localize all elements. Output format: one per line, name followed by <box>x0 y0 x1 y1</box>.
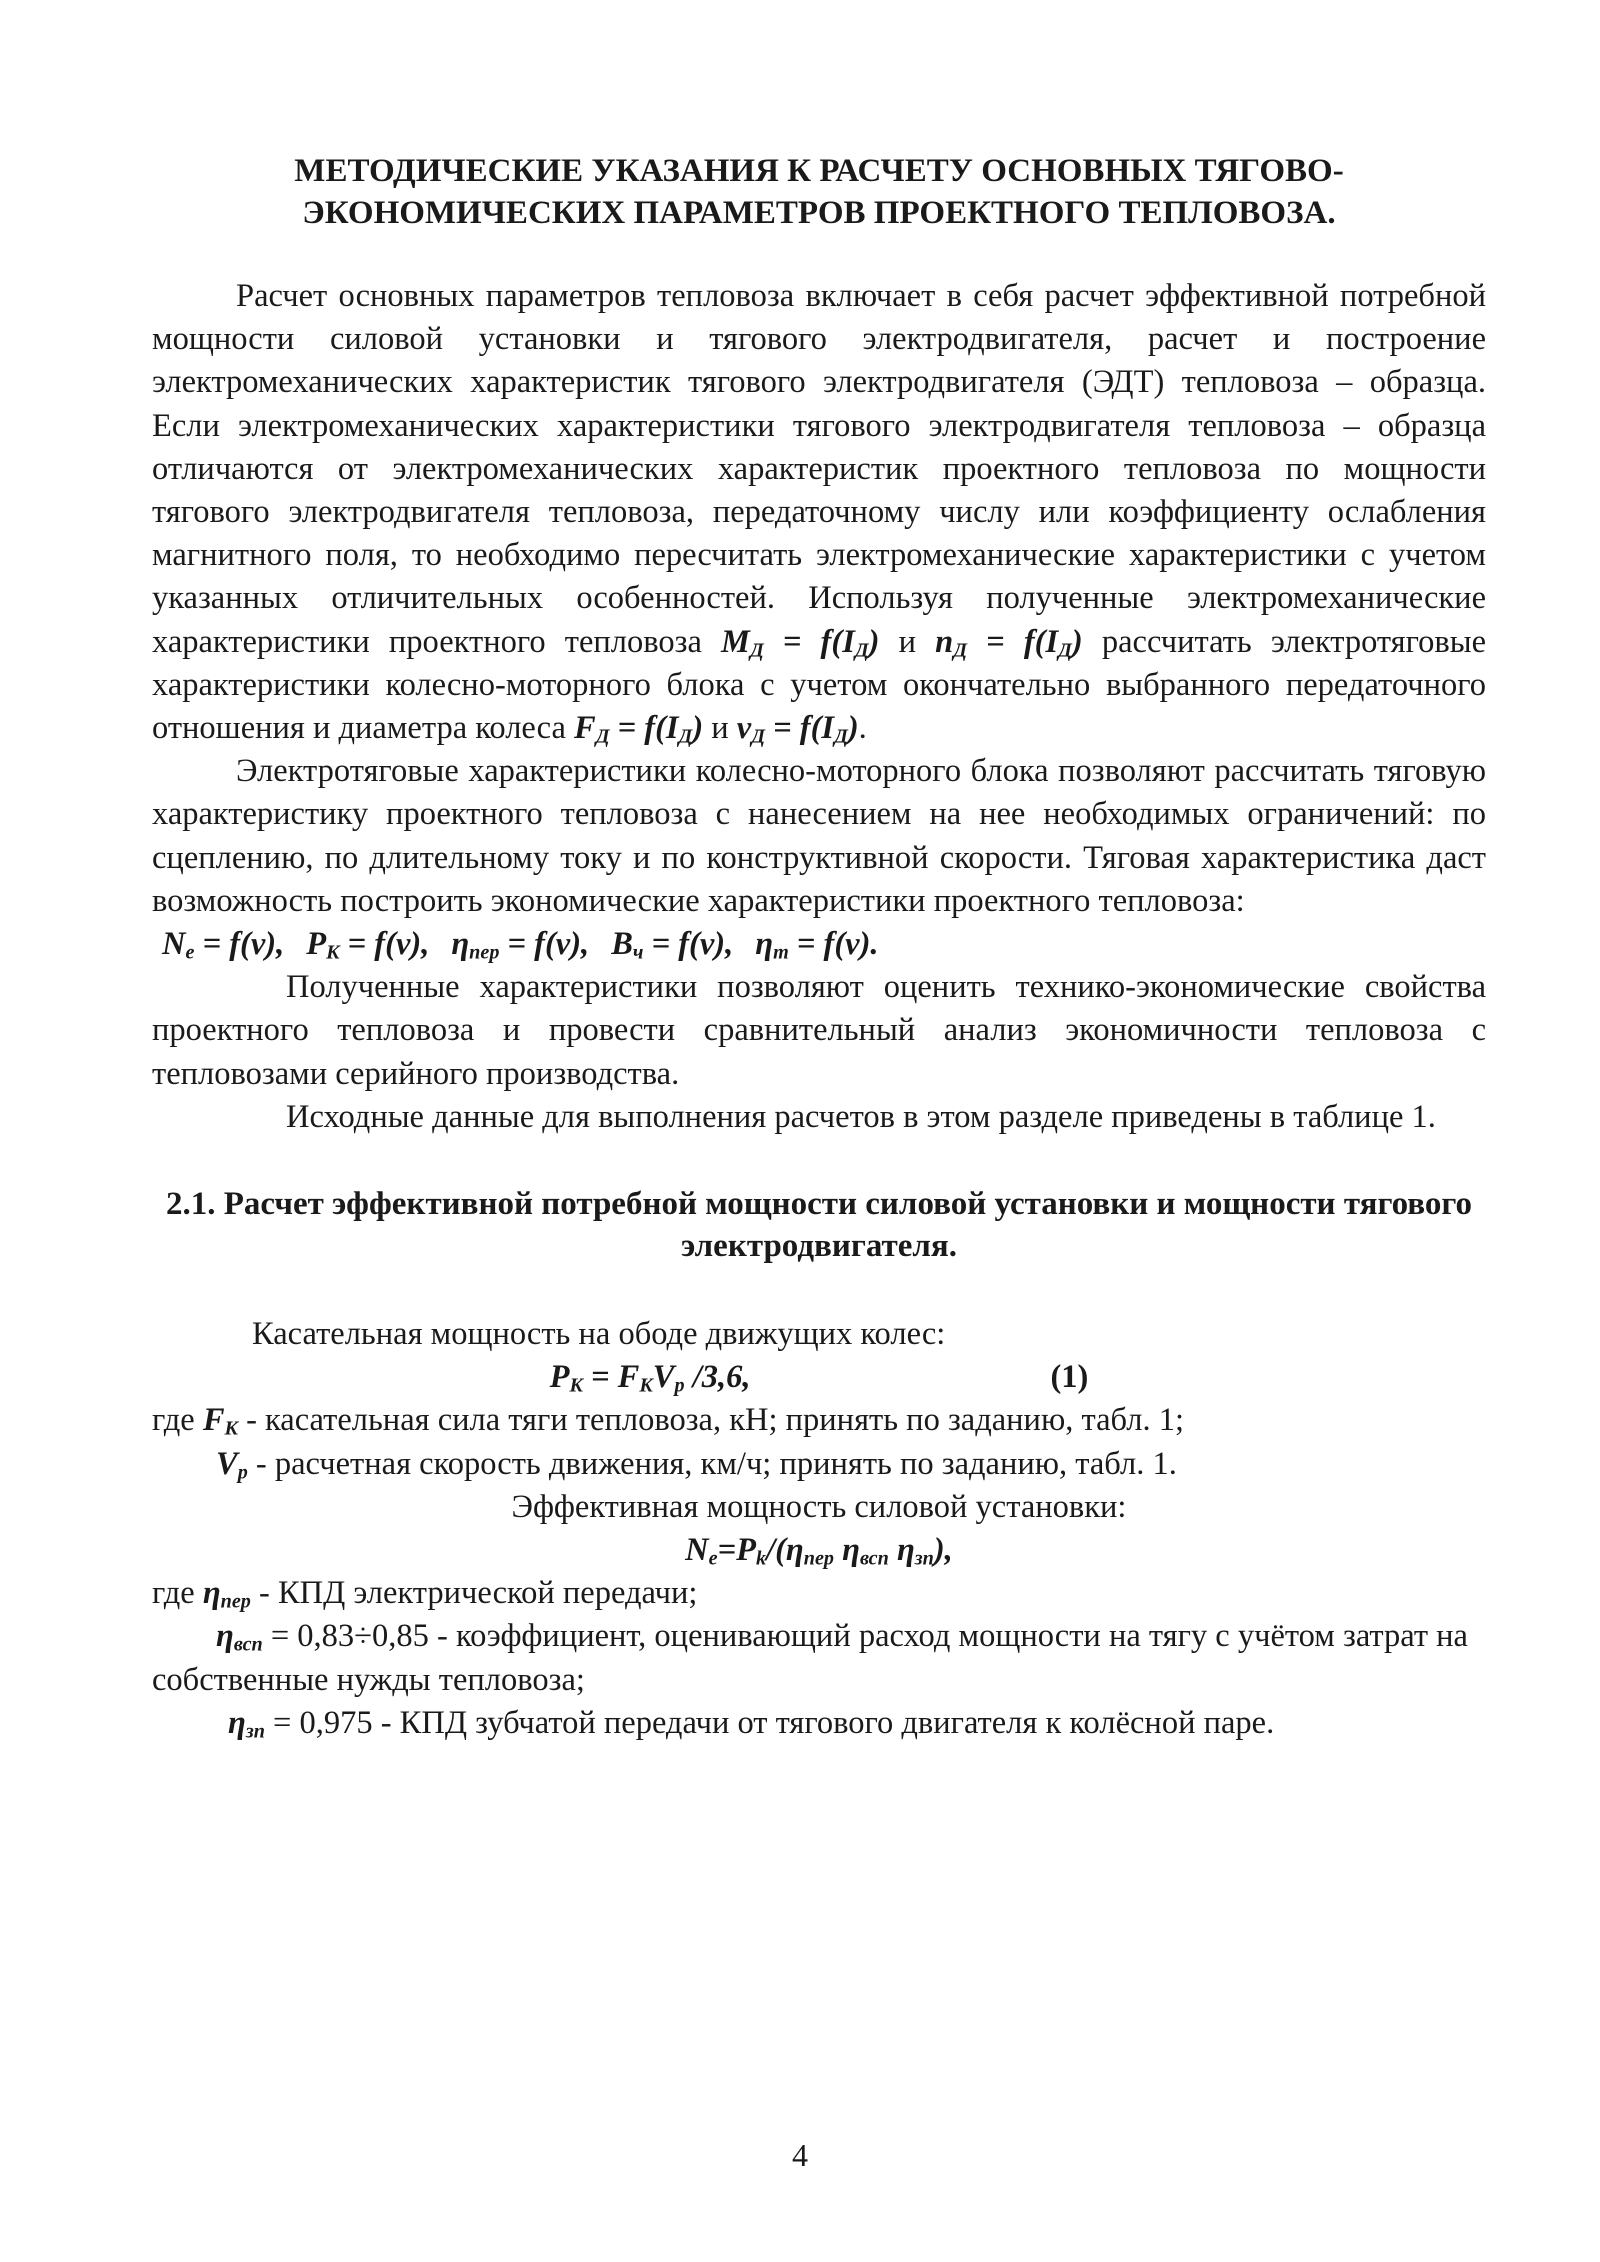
tangential-power-intro: Касательная мощность на ободе движущих колес: <box>252 1316 946 1353</box>
definition-eta-per: где $\eta_{пер}$ - КПД электрической передачи; <box>152 1575 698 1613</box>
section-title: 2.1. Расчет эффективной потребной мощности силовой установки и мощности тягового электродвигателя. <box>165 1186 1473 1265</box>
page-number: 4 <box>792 2137 808 2173</box>
paragraph-source-data: Исходные данные для выполнения расчетов в этом разделе приведены в таблице 1. <box>286 1098 1436 1135</box>
formula-number: (1) <box>1050 1359 1089 1396</box>
definition-fk: где $F_K$ - касательная сила тяги тепловоза, кН; принять по заданию, табл. 1; <box>152 1402 1184 1440</box>
formula-eta-per: $\eta_{пер} = f(v)$, <box>451 926 590 964</box>
definition-eta-zp: $\eta_{зп} = 0,975$ - КПД зубчатой передачи от тягового двигателя к колёсной паре. <box>228 1704 1275 1743</box>
formula-1: $P_K = F_KV_p$ /3,6, (1) <box>152 1356 1486 1399</box>
definition-eta-vsp: $\eta_{всп} = 0,83\div 0,85$ - коэффициент, оценивающий расход мощности на тягу с учётом затрат на собственные нужды тепловоза; <box>152 1618 1468 1698</box>
effective-power-intro: Эффективная мощность силовой установки: <box>511 1488 1127 1525</box>
economic-characteristics-formulas <box>152 923 1486 966</box>
paragraph-traction: Электротяговые характеристики колесно-моторного блока позволяют рассчитать тяговую характеристику проектного тепловоза с нанесением на нее необходимых ограничений: по сцеплению, по длительному току и по конструктивной скорости. Тяговая характеристика даст возможность построить экономические характеристики проектного тепловоза: <box>152 753 1486 919</box>
paragraph-intro: Расчет основных параметров тепловоза включает в себя расчет эффективной потребной мощности силовой установки и тягового электродвигателя, расчет и построение электромеханических характеристик тягового электродвигателя (ЭДТ) тепловоза – образца. Если электромеханических характеристики тягового электродвигателя тепловоза – образца отличаются от электромеханических характеристик проектного тепловоза по мощности тягового электродвигателя тепловоза, передаточному числу или коэффициенту ослабления магнитного поля, то необходимо пересчитать электромеханические характеристики с учетом указанных отличительных особенностей. Используя полученные электромеханические характеристики проектного тепловоза $M_Д = f(I_Д)$ и $n_Д = f(I_Д)$ рассчитать электротяговые характеристики колесно-моторного блока с учетом окончательно выбранного передаточного отношения и диаметра колеса $F_Д = f(I_Д)$ и $v_Д = f(I_Д)$. <box>152 278 1486 748</box>
document-title: МЕТОДИЧЕСКИЕ УКАЗАНИЯ К РАСЧЕТУ ОСНОВНЫХ ТЯГОВО-ЭКОНОМИЧЕСКИХ ПАРАМЕТРОВ ПРОЕКТНОГО ТЕПЛОВОЗА. <box>294 153 1344 231</box>
formula-pk: $P_K = f(v)$, <box>306 926 430 964</box>
formula-ne: $N_e = f(v)$, <box>162 926 285 964</box>
formula-2: $N_e=P_k/(\eta_{пер}$ $\eta_{всп}$ $\eta_{зп}$), <box>685 1532 953 1570</box>
formula-eta-t: $\eta_т = f(v)$. <box>755 926 879 964</box>
formula-bch: $B_ч = f(v)$, <box>611 926 734 964</box>
page-content <box>152 150 1486 1745</box>
paragraph-results: Полученные характеристики позволяют оценить технико-экономические свойства проектного тепловоза и провести сравнительный анализ экономичности тепловоза с тепловозами серийного производства. <box>152 969 1486 1092</box>
definition-vp: $V_p$ - расчетная скорость движения, км/ч; принять по заданию, табл. 1. <box>216 1445 1177 1484</box>
